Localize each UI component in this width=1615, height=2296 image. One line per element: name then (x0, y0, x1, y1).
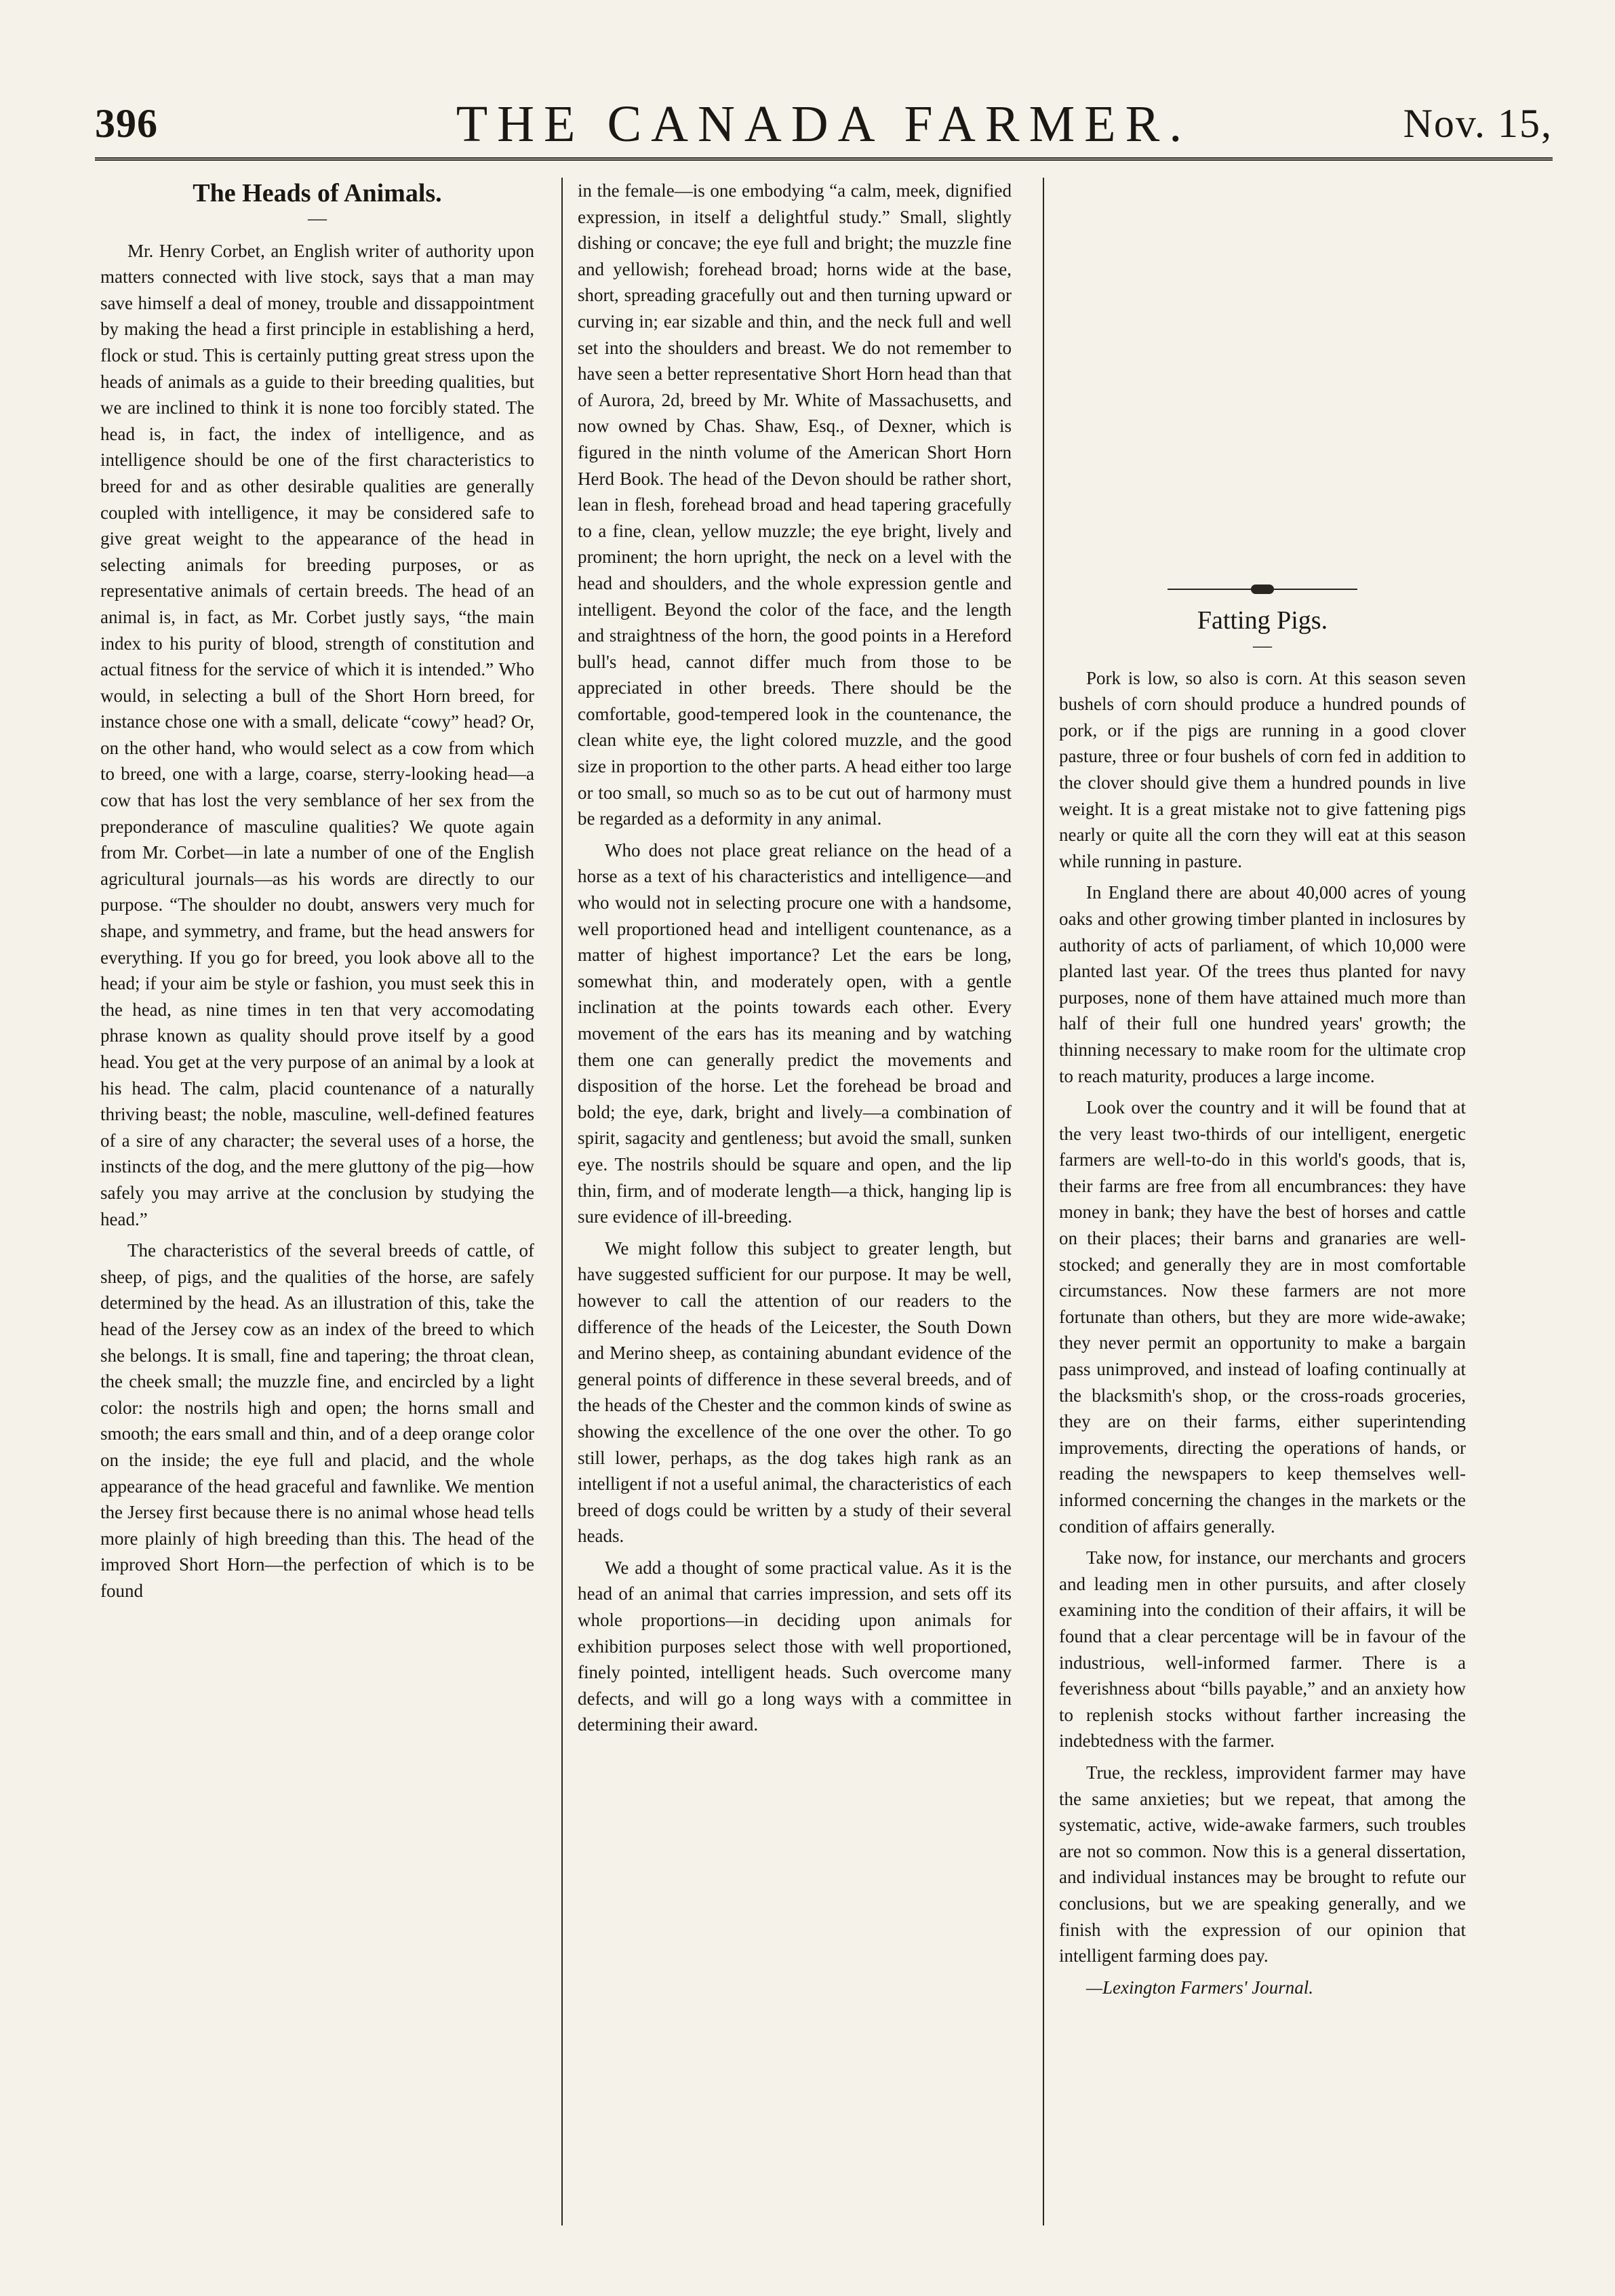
issue-date: Nov. 15, (1403, 101, 1553, 146)
masthead-rule (95, 157, 1553, 161)
article-paragraph: True, the reckless, improvident farmer may have the same anxieties; but we repeat, that among the systematic, active, wide-awake farmers, such troubles are not so common. Now this is a general dissertation, and individual instances may be brought to refute our conclusions, but we are speaking generally, and we finish with the expression of our opinion that intelligent farming does pay. (1059, 1762, 1466, 1966)
title-dash: — (1253, 635, 1272, 656)
article-paragraph: Mr. Henry Corbet, an English writer of authority upon matters connected with live stock, says that a man may save himself a deal of money, trouble and dissappointment by making the head a first principle in establishing a herd, flock or stud. This is certainly putting great stress upon the heads of animals as a guide to their breeding qualities, but we are inclined to think it is none too forcibly stated. The head is, in fact, the index of intelligence, and as intelligence should be one of the first characteristics to breed for and as other desirable qualities are generally coupled with intelligence, it may be considered safe to give great weight to the appearance of the head in selecting animals for breeding purposes, or as representative animals of certain breeds. The head of an animal is, in fact, as Mr. Corbet justly says, “the main index to his purity of blood, strength of constitution and actual fitness for the service of which it is intended.” Who would, in selecting a bull of the Short Horn breed, for instance chose one with a small, delicate “cowy” head? Or, on the other hand, who would select as a cow from which to breed, one with a large, coarse, sterry-looking head—a cow that has lost the very semblance of her sex from the preponderance of masculine qualities? We quote again from Mr. Corbet—in late a number of one of the English agricultural journals—as his words are directly to our purpose. “The shoulder no doubt, answers very much for shape, and symmetry, and frame, but the head answers for everything. If you go for breed, you look above all to the head; if your aim be style or fashion, you must seek this in the head, as nine times in ten that very accomodating phrase known as quality should prove itself by a good head. You get at the very purpose of an animal by a look at his head. The calm, placid countenance of a naturally thriving beast; the noble, masculine, well-defined features of a sire of any character; the several uses of a horse, the instincts of the dog, and the mere gluttony of the pig—how safely you may arrive at the conclusion by studying the head.” (100, 240, 534, 1229)
column-3 (1059, 570, 1466, 2006)
article-paragraph: We might follow this subject to greater length, but have suggested sufficient for our purpose. It may be well, however to call the attention of our readers to the difference of the heads of the Leicester, the South Down and Merino sheep, as containing abundant evidence of the general points of difference in these several breeds, and of the heads of the Chester and the common kinds of swine as showing the excellence of the one over the other. To go still lower, perhaps, as the dog takes high rank as an intelligent if not a useful animal, the characteristics of each breed of dogs could be written by a study of their several heads. (578, 1238, 1012, 1547)
article-paragraph: In England there are about 40,000 acres of young oaks and other growing timber planted in inclosures by authority of acts of parliament, of which 10,000 were planted last year. Of the trees thus planted for navy purposes, none of them have attained much more than half of their full one hundred years' growth; the thinning necessary to make room for the ultimate crop to reach maturity, produces a large income. (1059, 882, 1466, 1086)
article-paragraph: Pork is low, so also is corn. At this season seven bushels of corn should produce a hundred pounds of pork, or if the pigs are running in a good clover pasture, three or four bushels of corn fed in addition to the clover should give them a hundred pounds in live weight. It is a great mistake not to give fattening pigs nearly or quite all the corn they will eat at this season while running in pasture. (1059, 667, 1466, 871)
title-dash: — (308, 207, 327, 229)
column-2 (578, 178, 1012, 1743)
article-paragraph: Look over the country and it will be found that at the very least two-thirds of our intelligent, energetic farmers are well-to-do in this world's goods, that is, their farms are free from all encumbrances: they have money in bank; they have the best of horses and cattle on their places; their barns and granaries are well-stocked; and generally they are in most comfortable circumstances. Now these farmers are not more fortunate than others, but they are more wide-awake; they never permit an opportunity to make a bargain pass unimproved, and instead of loafing continually at the blacksmith's shop, or the cross-roads groceries, they are on their farms, either superintending improvements, directing the operations of hands, or reading the newspapers to keep themselves well-informed concerning the changes in the markets or the condition of affairs generally. (1059, 1097, 1466, 1537)
page-number: 396 (95, 101, 158, 146)
article-paragraph: The characteristics of the several breeds of cattle, of sheep, of pigs, and the qualities of the horse, are safely determined by the head. As an illustration of this, take the head of the Jersey cow as an index of the breed to which she belongs. It is small, fine and tapering; the throat clean, the cheek small; the muzzle fine, and encircled by a light color: the nostrils high and open; the horns small and smooth; the ears small and thin, and of a deep orange color on the inside; the eye full and placid, and the whole appearance of the head graceful and fawnlike. We mention the Jersey first because there is no animal whose head tells more plainly of high breeding than this. The head of the improved Short Horn—the perfection of which is to be found (100, 1240, 534, 1601)
column-divider (1043, 178, 1044, 2225)
section-divider (1059, 585, 1466, 594)
article-paragraph: We add a thought of some practical value. As it is the head of an animal that carries impression, and sets off its whole proportions—in deciding upon animals for exhibition purposes select those with well proportioned, finely pointed, intelligent heads. Such overcome many defects, and will go a long ways with a committee in determining their award. (578, 1557, 1012, 1735)
column-1 (100, 178, 534, 1609)
article-paragraph: Take now, for instance, our merchants and grocers and leading men in other pursuits, and after closely examining into the condition of their affairs, it will be found that a clear percentage will be in favour of the industrious, well-informed farmer. There is a feverishness about “bills payable,” and an anxiety how to replenish stocks without farther increasing the indebtedness with the farmer. (1059, 1547, 1466, 1751)
article-paragraph: in the female—is one embodying “a calm, meek, dignified expression, in itself a delightful study.” Small, slightly dishing or concave; the eye full and bright; the muzzle fine and yellowish; forehead broad; horns wide at the base, short, spreading gracefully out and then turning upward or curving in; ear sizable and thin, and the neck full and well set into the shoulders and breast. We do not remember to have seen a better representative Short Horn head than that of Aurora, 2d, breed by Mr. White of Massachusetts, and now owned by Chas. Shaw, Esq., of Dexner, which is figured in the ninth volume of the American Short Horn Herd Book. The head of the Devon should be rather short, lean in flesh, forehead broad and head tapering gracefully to a fine, clean, yellow muzzle; the eye bright, lively and prominent; the horn upright, the neck on a level with the head and shoulders, and the whole expression gentle and intelligent. Beyond the color of the face, and the length and straightness of the horn, the good points in a Hereford bull's head, cannot differ much from those to be appreciated in other breeds. There should be the comfortable, good-tempered look in the countenance, the clean white eye, the light colored muzzle, and the good size in proportion to the other parts. A head either too large or too small, so much so as to be cut out of harmony must be regarded as a deformity in any animal. (578, 180, 1012, 829)
article-title-heads-of-animals: The Heads of Animals. (193, 179, 442, 207)
article-title-fatting-pigs: Fatting Pigs. (1197, 606, 1328, 635)
newspaper-title: THE CANADA FARMER. (456, 96, 1192, 153)
article-paragraph: Who does not place great reliance on the head of a horse as a text of his characteristics and intelligence—and who would not in selecting procure one with a handsome, well proportioned head and intelligent countenance, as a matter of highest importance? Let the ears be long, somewhat thin, and moderately open, with a gentle inclination at the points towards each other. Every movement of the ears has its meaning and by watching them one can generally predict the movements and disposition of the horse. Let the forehead be broad and bold; the eye, dark, bright and lively—a combination of spirit, sagacity and gentleness; but avoid the small, sunken eye. The nostrils should be square and open, and the lip thin, firm, and of moderate length—a thick, hanging lip is sure evidence of ill-breeding. (578, 839, 1012, 1227)
column-divider (561, 178, 563, 2225)
source-byline: —Lexington Farmers' Journal. (1086, 1977, 1314, 1998)
